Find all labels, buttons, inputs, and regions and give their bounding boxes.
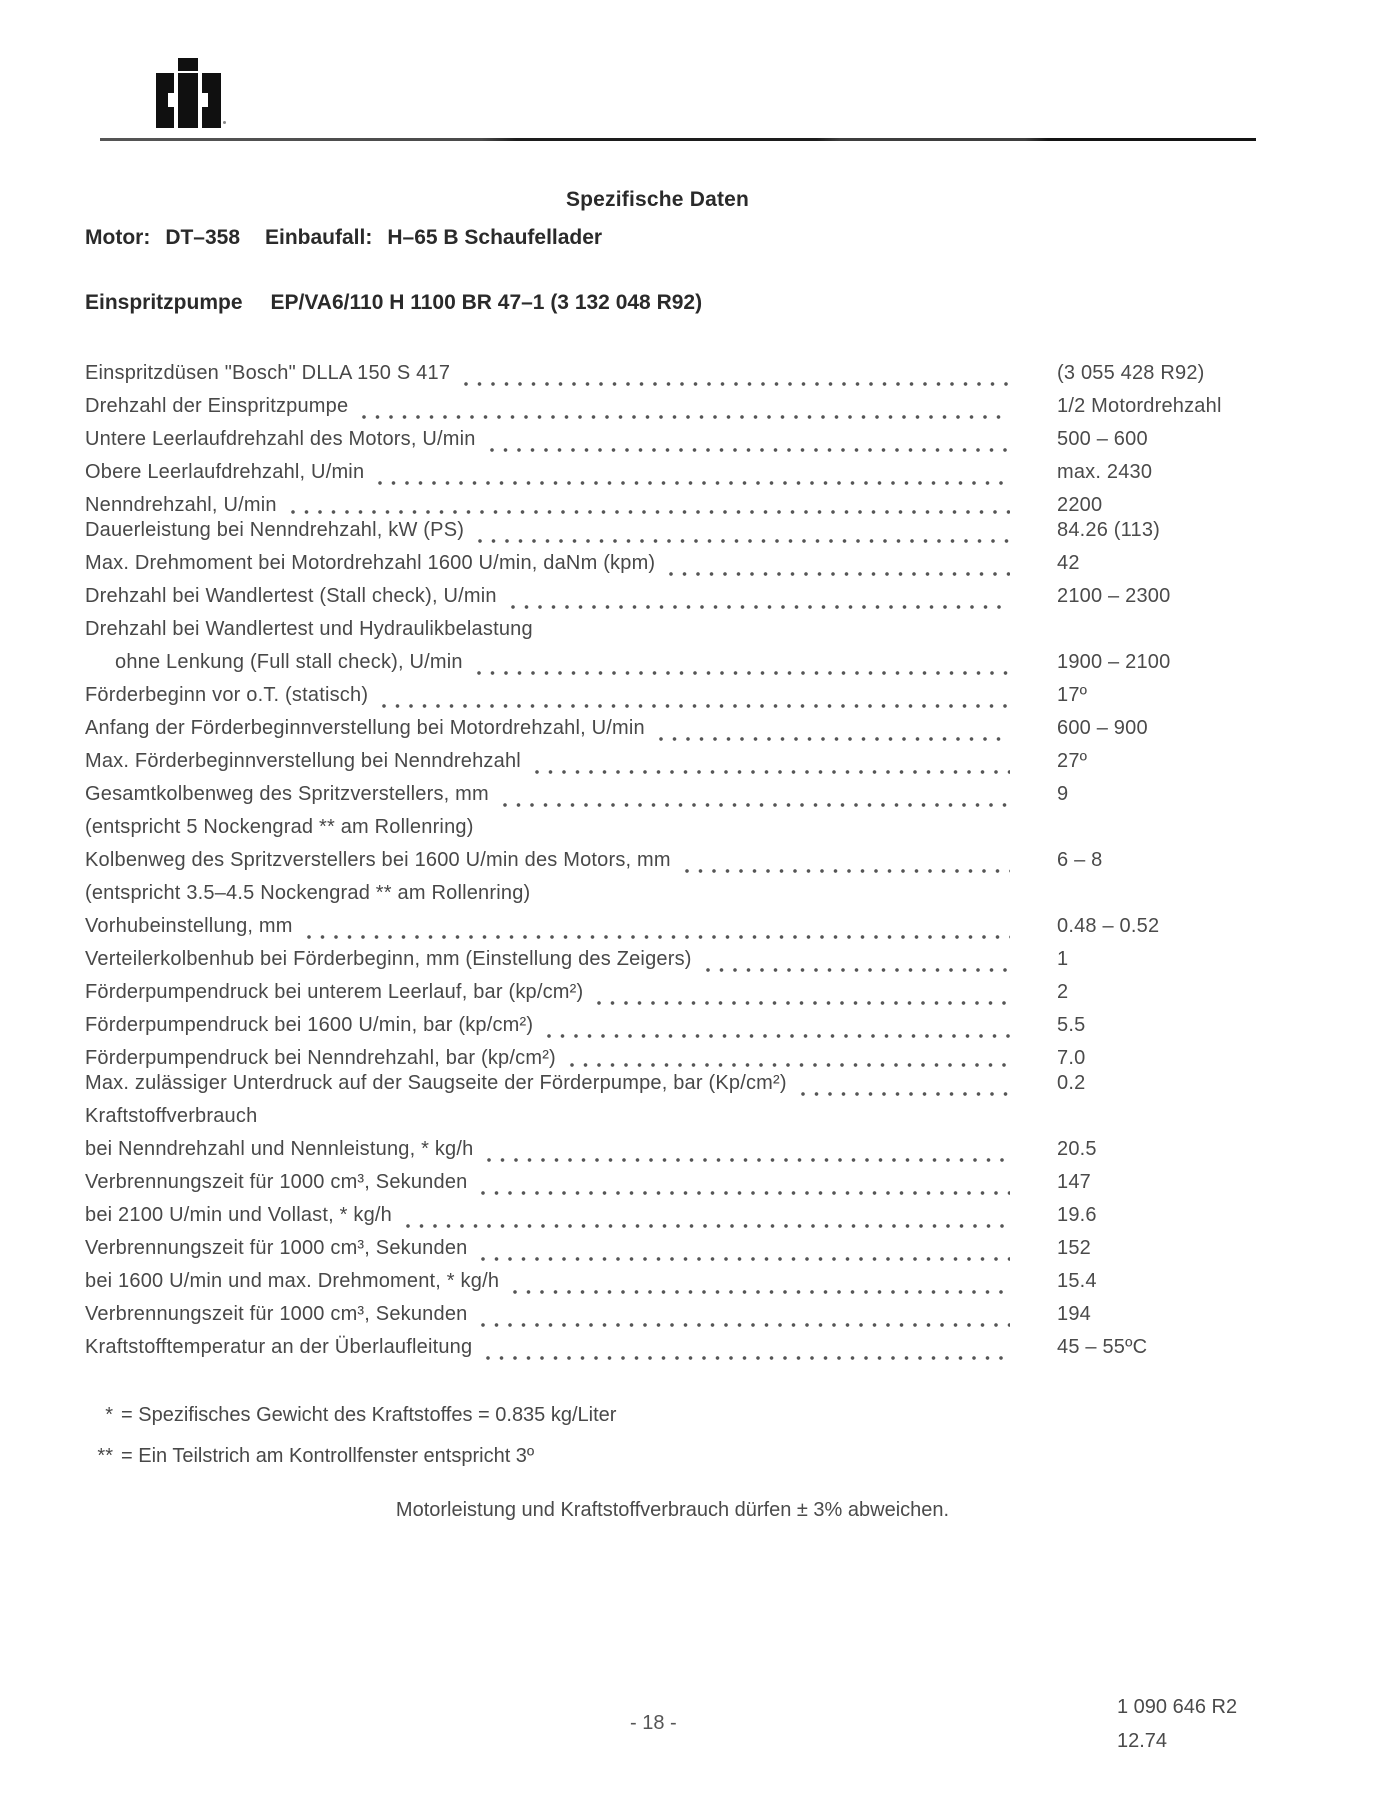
spec-label: Max. zulässiger Unterdruck auf der Saugseite der Förderpumpe, bar (Kp/cm²): [85, 1072, 787, 1094]
spec-label: Kraftstofftemperatur an der Überlaufleitung: [85, 1336, 473, 1358]
footnote-symbol: **: [97, 1445, 113, 1467]
dot-leader: [477, 671, 1010, 675]
dot-leader: [481, 1323, 1010, 1327]
dot-leader: [490, 448, 1010, 452]
dot-leader: [382, 704, 1010, 708]
spec-value: 17º: [1057, 684, 1088, 706]
spec-value: max. 2430: [1057, 461, 1153, 483]
spec-label: Max. Drehmoment bei Motordrehzahl 1600 U/min, daNm (kpm): [85, 552, 656, 574]
spec-row: [85, 750, 1345, 783]
spec-row: [85, 1171, 1345, 1204]
dot-leader: [513, 1290, 1010, 1294]
spec-row: [85, 1105, 1345, 1138]
spec-value: 6 – 8: [1057, 849, 1103, 871]
spec-value: 42: [1057, 552, 1080, 574]
dot-leader: [685, 869, 1010, 873]
spec-value: 5.5: [1057, 1014, 1086, 1036]
spec-label: Max. Förderbeginnverstellung bei Nenndrehzahl: [85, 750, 521, 772]
spec-label: bei 2100 U/min und Vollast, * kg/h: [85, 1204, 392, 1226]
pump-label: Einspritzpumpe: [85, 291, 243, 314]
spec-row: [85, 717, 1345, 750]
spec-label: Verteilerkolbenhub bei Förderbeginn, mm (Einstellung des Zeigers): [85, 948, 692, 970]
spec-row: [85, 1047, 1345, 1072]
spec-label: Drehzahl bei Wandlertest (Stall check), U/min: [85, 585, 497, 607]
dot-leader: [486, 1356, 1010, 1360]
footnotes: [85, 1404, 616, 1486]
spec-value: (3 055 428 R92): [1057, 362, 1205, 384]
spec-value: 27º: [1057, 750, 1088, 772]
spec-label: (entspricht 5 Nockengrad ** am Rollenring): [85, 816, 474, 838]
spec-row: [85, 395, 1345, 428]
spec-row: [85, 461, 1345, 494]
spec-label: bei Nenndrehzahl und Nennleistung, * kg/h: [85, 1138, 474, 1160]
footnote-symbol: *: [105, 1404, 113, 1426]
dot-leader: [478, 539, 1010, 543]
spec-row: [85, 585, 1345, 618]
spec-value: 84.26 (113): [1057, 519, 1161, 541]
dot-leader: [597, 1001, 1010, 1005]
spec-value: 194: [1057, 1303, 1091, 1325]
spec-value: 15.4: [1057, 1270, 1097, 1292]
spec-row: [85, 1336, 1345, 1369]
dot-leader: [659, 737, 1010, 741]
spec-value: 1900 – 2100: [1057, 651, 1171, 673]
spec-row: [85, 915, 1345, 948]
spec-value: 500 – 600: [1057, 428, 1148, 450]
spec-row: [85, 1072, 1345, 1105]
dot-leader: [547, 1034, 1010, 1038]
dot-leader: [570, 1063, 1010, 1067]
ih-logo: [156, 58, 226, 130]
spec-value: 152: [1057, 1237, 1091, 1259]
spec-value: 2: [1057, 981, 1069, 1003]
einbaufall: [265, 226, 602, 250]
dot-leader: [669, 572, 1010, 576]
einbaufall-label: Einbaufall:: [265, 226, 373, 249]
document-id: [1117, 1690, 1237, 1758]
spec-row: [85, 981, 1345, 1014]
spec-label: Nenndrehzahl, U/min: [85, 494, 277, 516]
dot-leader: [706, 968, 1010, 972]
spec-label: Anfang der Förderbeginnverstellung bei Motordrehzahl, U/min: [85, 717, 645, 739]
spec-value: 1/2 Motordrehzahl: [1057, 395, 1222, 417]
spec-row: [85, 849, 1345, 882]
dot-leader: [406, 1224, 1010, 1228]
spec-label: Obere Leerlaufdrehzahl, U/min: [85, 461, 365, 483]
ih-logo-dot: [178, 58, 198, 71]
spec-value: 600 – 900: [1057, 717, 1148, 739]
spec-value: 1: [1057, 948, 1069, 970]
spec-label: Kraftstoffverbrauch: [85, 1105, 258, 1127]
footnote-line: [85, 1445, 616, 1486]
spec-row: [85, 1138, 1345, 1171]
dot-leader: [307, 935, 1010, 939]
header-rule: [100, 138, 1256, 141]
spec-label: Dauerleistung bei Nenndrehzahl, kW (PS): [85, 519, 465, 541]
spec-label: Gesamtkolbenweg des Spritzverstellers, mm: [85, 783, 489, 805]
spec-value: 9: [1057, 783, 1069, 805]
ih-logo-left-bar: [156, 73, 174, 128]
spec-label: Drehzahl der Einspritzpumpe: [85, 395, 349, 417]
spec-value: 147: [1057, 1171, 1091, 1193]
tolerance-note: Motorleistung und Kraftstoffverbrauch dürfen ± 3% abweichen.: [395, 1499, 950, 1521]
dot-leader: [503, 803, 1010, 807]
spec-label: Vorhubeinstellung, mm: [85, 915, 293, 937]
footnote-line: [85, 1404, 616, 1445]
spec-label: Kolbenweg des Spritzverstellers bei 1600 U/min des Motors, mm: [85, 849, 671, 871]
ih-logo-center-bar: [178, 73, 198, 128]
doc-code: 1 090 646 R2: [1117, 1696, 1238, 1718]
spec-row: [85, 1237, 1345, 1270]
einbaufall-value: H–65 B Schaufellader: [387, 226, 603, 249]
spec-label: Förderbeginn vor o.T. (statisch): [85, 684, 369, 706]
spec-row: [85, 882, 1345, 915]
spec-row: [85, 1303, 1345, 1336]
spec-label: bei 1600 U/min und max. Drehmoment, * kg/h: [85, 1270, 500, 1292]
dot-leader: [464, 382, 1010, 386]
spec-row: [85, 1014, 1345, 1047]
spec-row: [85, 494, 1345, 519]
spec-row: [85, 948, 1345, 981]
ih-logo-right-bar: [202, 73, 221, 128]
spec-row: [85, 362, 1345, 395]
spec-row: [85, 1270, 1345, 1303]
spec-label: Förderpumpendruck bei unterem Leerlauf, bar (kp/cm²): [85, 981, 584, 1003]
spec-label: Förderpumpendruck bei Nenndrehzahl, bar (kp/cm²): [85, 1047, 556, 1069]
spec-label: Untere Leerlaufdrehzahl des Motors, U/min: [85, 428, 476, 450]
spec-value: 2100 – 2300: [1057, 585, 1171, 607]
spec-label: (entspricht 3.5–4.5 Nockengrad ** am Rollenring): [85, 882, 531, 904]
spec-row: [85, 816, 1345, 849]
spec-value: 19.6: [1057, 1204, 1097, 1226]
spec-value: 20.5: [1057, 1138, 1097, 1160]
spec-label: ohne Lenkung (Full stall check), U/min: [115, 651, 463, 673]
spec-value: 45 – 55ºC: [1057, 1336, 1148, 1358]
spec-value: 0.48 – 0.52: [1057, 915, 1160, 937]
header-meta: [85, 226, 985, 250]
motor-value: DT–358: [165, 226, 241, 249]
motor-label: Motor:: [85, 226, 151, 249]
dot-leader: [535, 770, 1010, 774]
pump-value: EP/VA6/110 H 1100 BR 47–1 (3 132 048 R92): [270, 291, 703, 314]
footnote-text: = Ein Teilstrich am Kontrollfenster entspricht 3º: [121, 1445, 535, 1467]
dot-leader: [378, 481, 1010, 485]
dot-leader: [481, 1191, 1010, 1195]
spec-label: Einspritzdüsen "Bosch" DLLA 150 S 417: [85, 362, 451, 384]
spec-row: [85, 428, 1345, 461]
dot-leader: [291, 510, 1010, 514]
spec-value: 7.0: [1057, 1047, 1086, 1069]
dot-leader: [487, 1158, 1010, 1162]
page-number: - 18 -: [630, 1712, 677, 1734]
page-title: Spezifische Daten: [565, 188, 750, 211]
dot-leader: [481, 1257, 1010, 1261]
spec-row: [85, 519, 1345, 552]
spec-label: Förderpumpendruck bei 1600 U/min, bar (kp/cm²): [85, 1014, 534, 1036]
spec-row: [85, 684, 1345, 717]
spec-row: [85, 783, 1345, 816]
spec-value: 2200: [1057, 494, 1103, 516]
spec-row: [85, 552, 1345, 585]
spec-label: Verbrennungszeit für 1000 cm³, Sekunden: [85, 1237, 468, 1259]
registered-mark-icon: [223, 121, 226, 124]
spec-row: [85, 1204, 1345, 1237]
spec-label: Verbrennungszeit für 1000 cm³, Sekunden: [85, 1171, 468, 1193]
doc-date: 12.74: [1117, 1730, 1168, 1752]
spec-value: 0.2: [1057, 1072, 1086, 1094]
spec-label: Drehzahl bei Wandlertest und Hydraulikbelastung: [85, 618, 533, 640]
dot-leader: [362, 415, 1010, 419]
dot-leader: [511, 605, 1010, 609]
pump-heading: [85, 291, 702, 315]
spec-table: [85, 362, 1345, 1369]
footnote-text: = Spezifisches Gewicht des Kraftstoffes = 0.835 kg/Liter: [121, 1404, 617, 1426]
spec-row: [85, 651, 1345, 684]
dot-leader: [801, 1092, 1010, 1096]
spec-label: Verbrennungszeit für 1000 cm³, Sekunden: [85, 1303, 468, 1325]
spec-row: [85, 618, 1345, 651]
